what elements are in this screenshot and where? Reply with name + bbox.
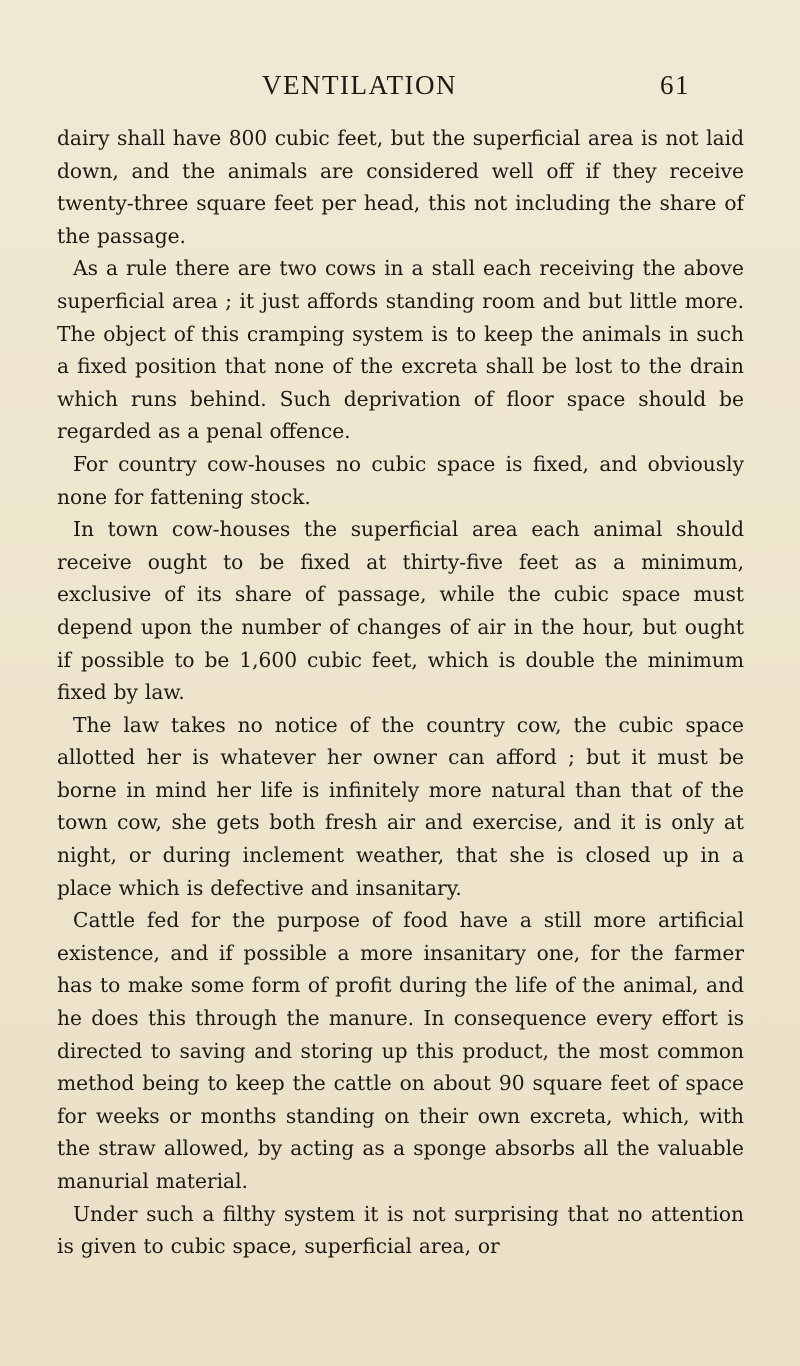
paragraph: For country cow-houses no cubic space is fixed, and obviously none for fattening stock. <box>57 451 744 509</box>
paragraph: As a rule there are two cows in a stall each receiving the above superficial area ; it just affords standing room and but little more. The object of this cramping system is to keep the animals in such a fixed position that none of the excreta shall be lost to the drain which runs behind. Such deprivation of floor space should be regarded as a penal offence. <box>57 256 744 444</box>
running-head <box>0 70 800 104</box>
page-number: 61 <box>660 70 690 100</box>
paragraph: Under such a filthy system it is not surprising that no attention is given to cubic space, superficial area, or <box>57 1201 744 1259</box>
paragraph: The law takes no notice of the country cow, the cubic space allotted her is whatever her owner can afford ; but it must be borne in mind her life is infinitely more natural than that of the town cow, she gets both fresh air and exercise, and it is only at night, or during inclement weather, that she is closed up in a place which is defective and insanitary. <box>57 712 744 900</box>
body-text <box>57 122 744 1263</box>
paragraph-continued: dairy shall have 800 cubic feet, but the superficial area is not laid down, and the animals are considered well off if they receive twenty-three square feet per head, this not including the share of the passage. <box>57 126 744 248</box>
paragraph: Cattle fed for the purpose of food have a still more artificial existence, and if possible a more insanitary one, for the farmer has to make some form of profit during the life of the animal, and he does this through the manure. In consequence every effort is directed to saving and storing up this product, the most common method being to keep the cattle on about 90 square feet of space for weeks or months standing on their own excreta, which, with the straw allowed, by acting as a sponge absorbs all the valuable manurial material. <box>57 908 744 1193</box>
paragraph: In town cow-houses the superficial area each animal should receive ought to be fixed at thirty-five feet as a minimum, exclusive of its share of passage, while the cubic space must depend upon the number of changes of air in the hour, but ought if possible to be 1,600 cubic feet, which is double the minimum fixed by law. <box>57 517 744 705</box>
chapter-title: VENTILATION <box>262 70 457 100</box>
